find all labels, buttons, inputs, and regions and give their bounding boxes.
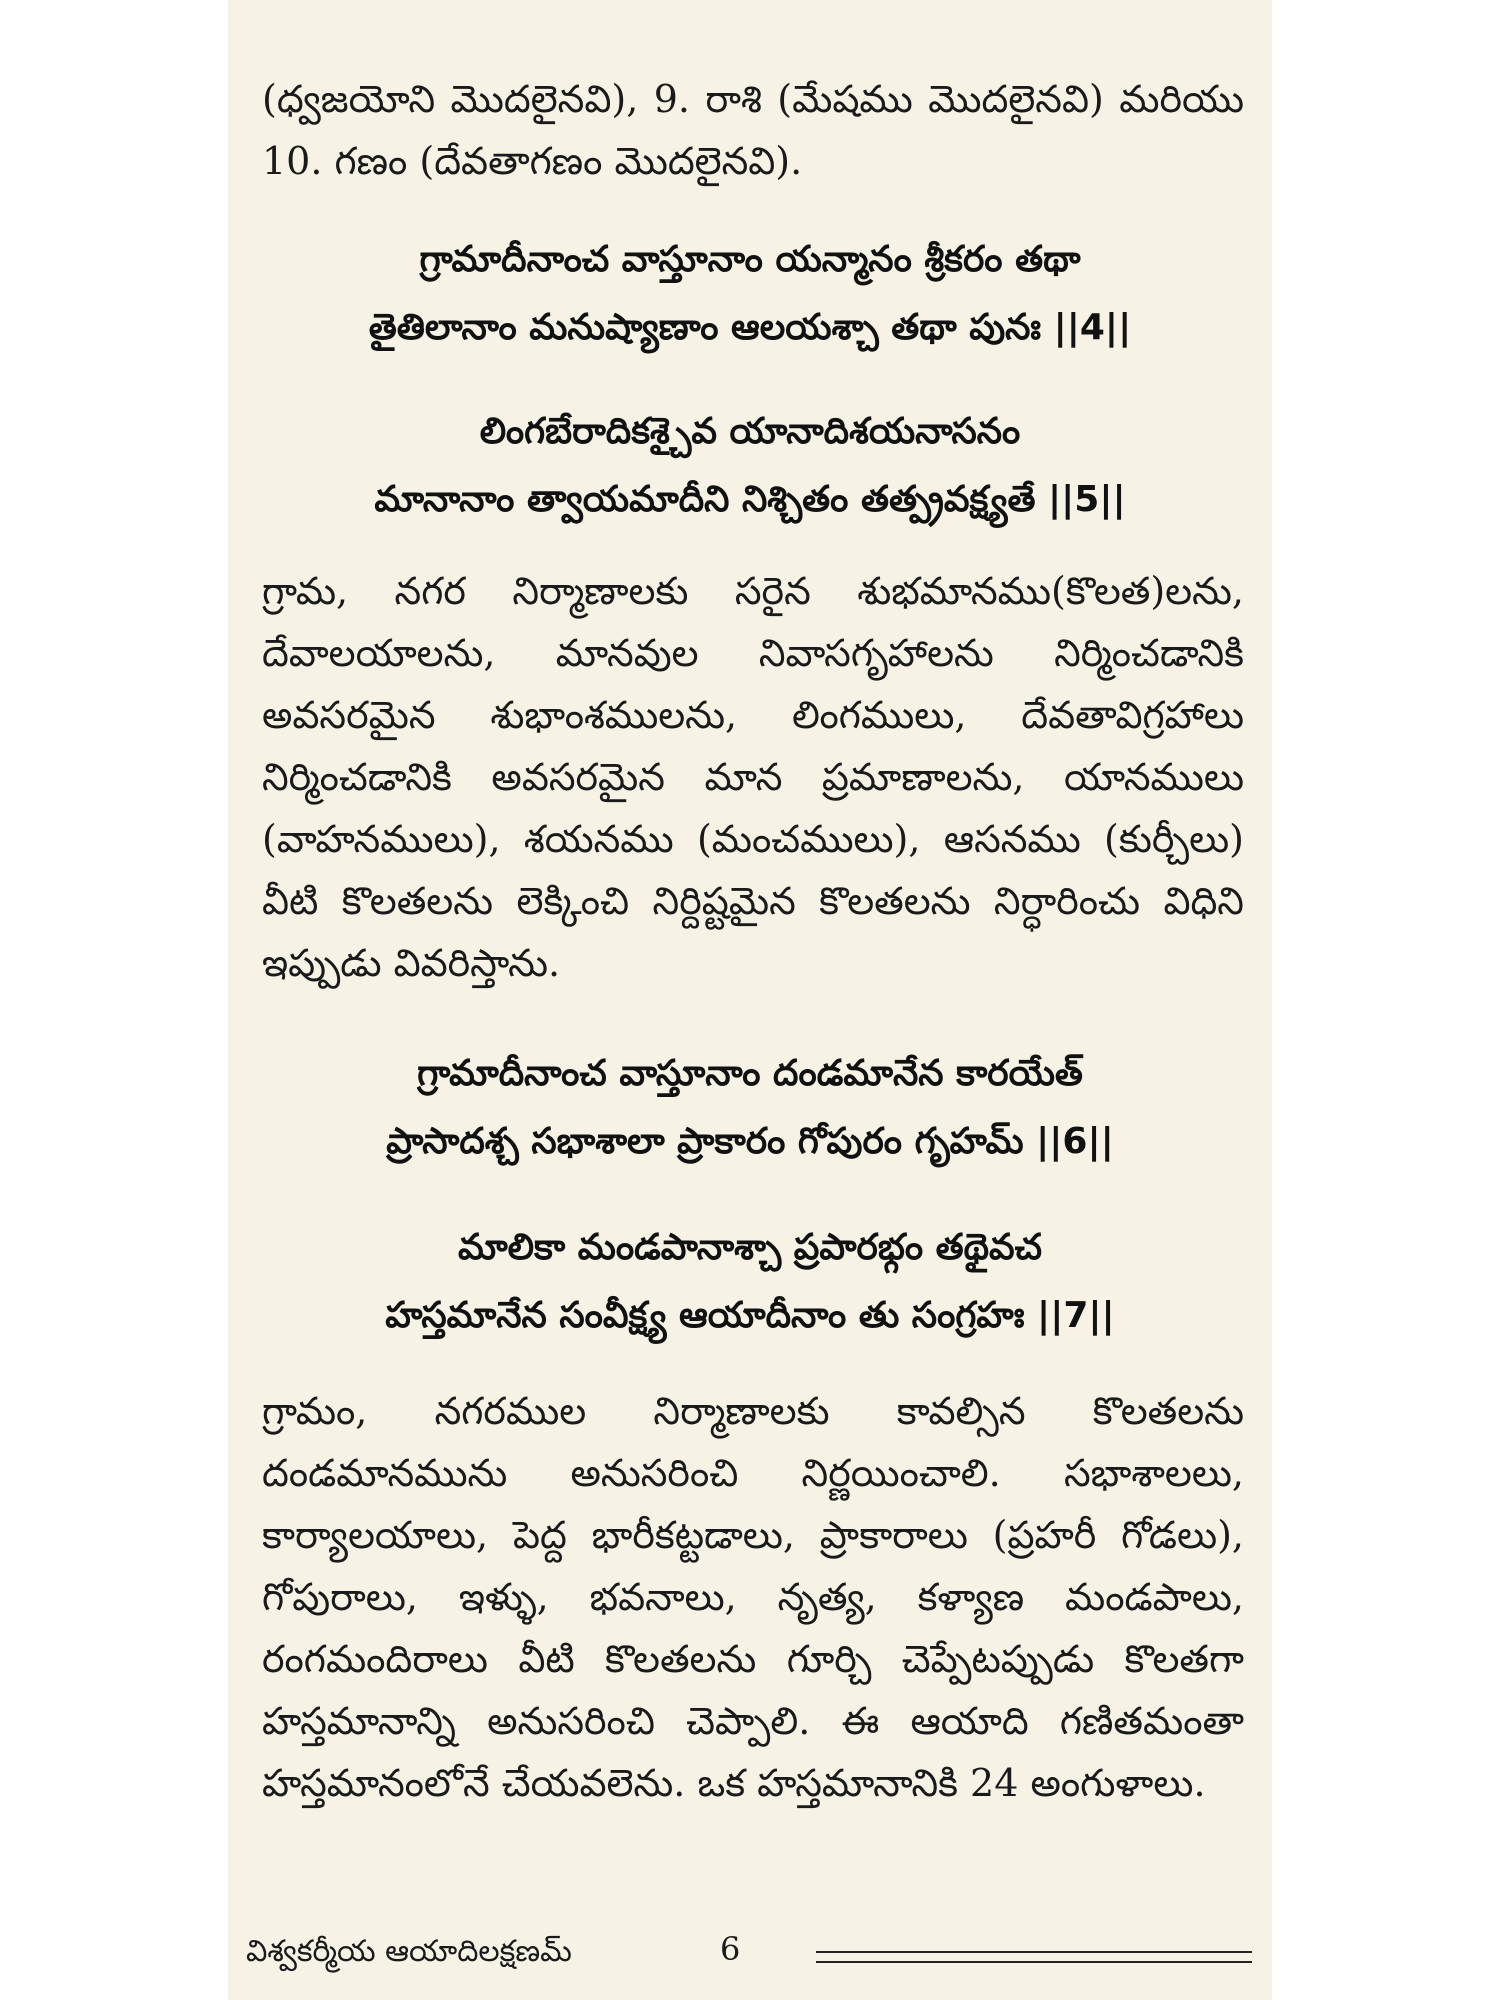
verse-6-line-1: గ్రామాదీనాంచ వాస్తూనాం దండమానేన కారయేత్ (417, 1053, 1083, 1094)
book-page (228, 0, 1272, 2000)
footer-rule-bottom (816, 1961, 1252, 1963)
verse-5-line-2: మానానాం త్వాయమాదీని నిశ్చితం తత్ప్రవక్ష్యతే ||5|| (374, 479, 1126, 520)
verse-5 (228, 398, 1272, 534)
footer-rule-top (816, 1951, 1252, 1953)
verse-7-line-1: మాలికా మండపానాశ్చా ప్రపారభ్గం తథైవచ (457, 1227, 1042, 1268)
page-number: 6 (720, 1930, 741, 1968)
explanation-paragraph-1: గ్రామ, నగర నిర్మాణాలకు సరైన శుభమానము(కొలత)లను, దేవాలయాలను, మానవుల నివాసగృహాలను నిర్మించడానికి అవసరమైన శుభాంశములను, లింగములు, దేవతావిగ్రహాలు నిర్మించడానికి అవసరమైన మాన ప్రమాణాలను, యానములు (వాహనములు), శయనము (మంచములు), ఆసనము (కుర్చీలు) వీటి కొలతలను లెక్కించి నిర్దిష్టమైన కొలతలను నిర్ధారించు విధిని ఇప్పుడు వివరిస్తాను. (262, 569, 1244, 985)
explanation-paragraph-2: గ్రామం, నగరముల నిర్మాణాలకు కావల్సిన కొలతలను దండమానమును అనుసరించి నిర్ణయించాలి. సభాశాలలు, కార్యాలయాలు, పెద్ద భారీకట్టడాలు, ప్రాకారాలు (ప్రహరీ గోడలు), గోపురాలు, ఇళ్ళు, భవనాలు, నృత్య, కళ్యాణ మండపాలు, రంగమందిరాలు వీటి కొలతలను గూర్చి చెప్పేటప్పుడు కొలతగా హస్తమానాన్ని అనుసరించి చెప్పాలి. ఈ ఆయాది గణితమంతా హస్తమానంలోనే చేయవలెను. ఒక హస్తమానానికి 24 అంగుళాలు. (262, 1389, 1244, 1805)
verse-5-line-1: లింగబేరాదికశ్చైవ యానాదిశయనాసనం (479, 411, 1021, 452)
footer-book-title: విశ్వకర్మీయ ఆయాదిలక్షణమ్ (246, 1934, 572, 1969)
verse-4-line-2: తైతిలానాం మనుష్యాణాం ఆలయశ్చా తథా పునః ||4|| (368, 307, 1132, 348)
verse-7 (228, 1214, 1272, 1350)
verse-6 (228, 1040, 1272, 1176)
verse-4 (228, 226, 1272, 362)
verse-4-line-1: గ్రామాదీనాంచ వాస్తూనాం యన్మానం శ్రీకరం తథా (419, 239, 1081, 280)
verse-7-line-2: హస్తమానేన సంవీక్ష్య ఆయాదీనాం తు సంగ్రహః ||7|| (385, 1295, 1115, 1336)
verse-6-line-2: ప్రాసాదశ్చ సభాశాలా ప్రాకారం గోపురం గృహమ్ ||6|| (386, 1121, 1114, 1162)
intro-paragraph: (ధ్వజయోని మొదలైనవి), 9. రాశి (మేషము మొదలైనవి) మరియు 10. గణం (దేవతాగణం మొదలైనవి). (262, 77, 1244, 183)
